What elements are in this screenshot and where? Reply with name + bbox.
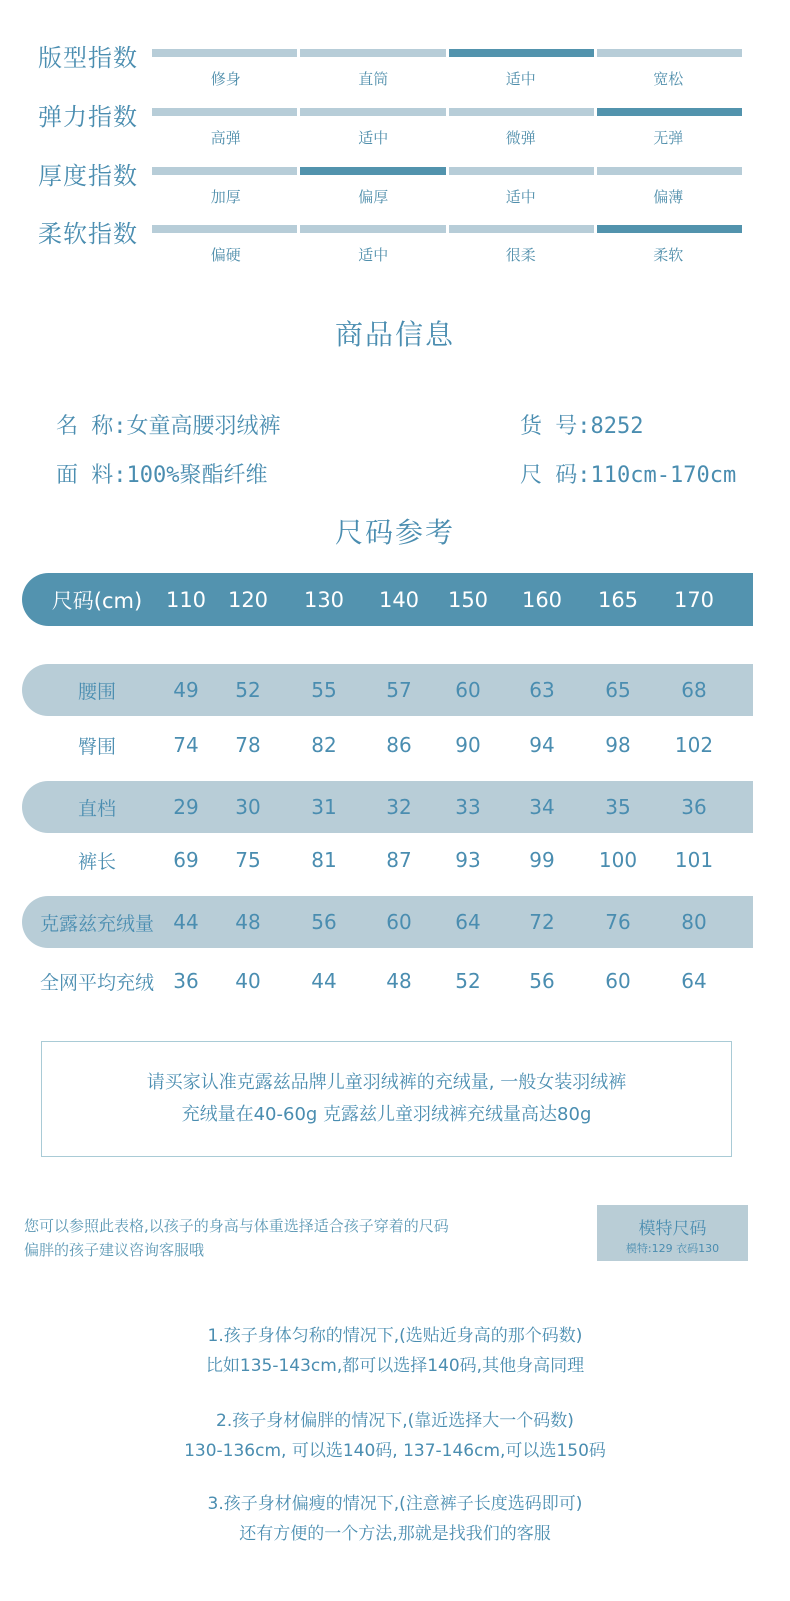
table-cell: 69 xyxy=(173,848,199,872)
table-cell: 93 xyxy=(455,848,481,872)
table-cell: 36 xyxy=(173,969,199,993)
table-cell: 90 xyxy=(455,733,481,757)
thickness-seg-3 xyxy=(449,167,594,175)
row-label-length: 裤长 xyxy=(77,850,116,873)
elasticity-seg-3 xyxy=(449,108,594,116)
table-row xyxy=(22,956,753,1006)
table-cell: 31 xyxy=(311,795,337,819)
product-info-title: 商品信息 xyxy=(334,318,455,351)
elasticity-seg-2 xyxy=(300,108,445,116)
table-cell: 75 xyxy=(235,848,261,872)
elasticity-index-label: 弹力指数 xyxy=(38,103,138,131)
table-cell: 101 xyxy=(674,848,714,872)
thickness-option: 偏薄 xyxy=(653,188,684,206)
thickness-index-bar xyxy=(152,167,742,175)
table-cell: 98 xyxy=(605,733,631,757)
thickness-option: 加厚 xyxy=(210,188,241,206)
softness-seg-2 xyxy=(300,225,445,233)
table-row xyxy=(22,720,753,770)
softness-seg-1 xyxy=(152,225,297,233)
thickness-index-options xyxy=(152,186,742,207)
elasticity-option: 适中 xyxy=(358,129,389,147)
size-header-cell: 130 xyxy=(303,587,345,612)
table-cell: 100 xyxy=(598,848,638,872)
fit-index-label: 版型指数 xyxy=(38,44,138,72)
product-name: 名 称:女童高腰羽绒裤 xyxy=(56,414,281,439)
table-cell: 57 xyxy=(386,678,412,702)
softness-option: 柔软 xyxy=(653,246,684,264)
guide-1-line-2: 比如135-143cm,都可以选择140码,其他身高同理 xyxy=(205,1356,585,1376)
table-cell: 81 xyxy=(311,848,337,872)
table-cell: 78 xyxy=(235,733,261,757)
table-cell: 80 xyxy=(681,910,707,934)
row-label-average-fill: 全网平均充绒 xyxy=(39,971,154,994)
elasticity-option: 无弹 xyxy=(653,129,684,147)
table-cell: 36 xyxy=(681,795,707,819)
table-cell: 32 xyxy=(386,795,412,819)
guide-2-line-1: 2.孩子身材偏胖的情况下,(靠近选择大一个码数) xyxy=(216,1411,574,1431)
size-header-cell: 170 xyxy=(673,587,715,612)
table-cell: 63 xyxy=(529,678,555,702)
table-cell: 40 xyxy=(235,969,261,993)
row-label-rise: 直档 xyxy=(77,797,116,820)
softness-index-options xyxy=(152,244,742,265)
thickness-option: 偏厚 xyxy=(358,188,389,206)
table-cell: 44 xyxy=(173,910,199,934)
tip-line-2: 偏胖的孩子建议咨询客服哦 xyxy=(24,1241,205,1259)
softness-index-label: 柔软指数 xyxy=(38,220,138,248)
elasticity-option: 微弹 xyxy=(505,129,536,147)
fit-seg-4 xyxy=(597,49,742,57)
fit-index-options xyxy=(152,68,742,89)
fill-notice-box xyxy=(41,1041,732,1157)
guide-3-line-2: 还有方便的一个方法,那就是找我们的客服 xyxy=(239,1524,551,1544)
table-cell: 82 xyxy=(311,733,337,757)
size-reference-title: 尺码参考 xyxy=(334,516,455,549)
fit-option: 直筒 xyxy=(358,70,389,88)
table-cell: 76 xyxy=(605,910,631,934)
table-cell: 60 xyxy=(386,910,412,934)
notice-line-2: 充绒量在40-60g 克露兹儿童羽绒裤充绒量高达80g xyxy=(181,1104,592,1125)
table-cell: 49 xyxy=(173,678,199,702)
product-size-range: 尺 码:110cm-170cm xyxy=(520,463,737,488)
guide-2-line-2: 130-136cm, 可以选140码, 137-146cm,可以选150码 xyxy=(184,1441,606,1461)
table-cell: 30 xyxy=(235,795,261,819)
fit-option: 宽松 xyxy=(653,70,684,88)
softness-index-bar xyxy=(152,225,742,233)
size-header-label: 尺码(cm) xyxy=(51,588,143,613)
table-cell: 52 xyxy=(455,969,481,993)
thickness-seg-2 xyxy=(300,167,445,175)
table-cell: 60 xyxy=(455,678,481,702)
table-cell: 35 xyxy=(605,795,631,819)
table-cell: 64 xyxy=(681,969,707,993)
product-item-number: 货 号:8252 xyxy=(520,414,644,439)
table-cell: 55 xyxy=(311,678,337,702)
table-cell: 48 xyxy=(235,910,261,934)
size-header-cell: 140 xyxy=(378,587,420,612)
fit-option: 修身 xyxy=(210,70,241,88)
row-label-waist: 腰围 xyxy=(77,680,116,703)
table-cell: 99 xyxy=(529,848,555,872)
size-header-cell: 165 xyxy=(597,587,639,612)
row-label-brand-fill: 克露兹充绒量 xyxy=(39,912,154,935)
fit-option: 适中 xyxy=(505,70,536,88)
thickness-seg-4 xyxy=(597,167,742,175)
table-row xyxy=(22,664,753,716)
table-cell: 72 xyxy=(529,910,555,934)
softness-option: 偏硬 xyxy=(210,246,241,264)
table-cell: 56 xyxy=(529,969,555,993)
size-header-row xyxy=(22,573,753,626)
fit-seg-1 xyxy=(152,49,297,57)
table-cell: 74 xyxy=(173,733,199,757)
table-cell: 86 xyxy=(386,733,412,757)
table-cell: 64 xyxy=(455,910,481,934)
table-cell: 65 xyxy=(605,678,631,702)
table-cell: 52 xyxy=(235,678,261,702)
guide-3-line-1: 3.孩子身材偏瘦的情况下,(注意裤子长度选码即可) xyxy=(207,1494,583,1514)
table-cell: 33 xyxy=(455,795,481,819)
fit-index-bar xyxy=(152,49,742,57)
softness-seg-3 xyxy=(449,225,594,233)
table-cell: 102 xyxy=(674,733,714,757)
table-row xyxy=(22,896,753,948)
table-cell: 94 xyxy=(529,733,555,757)
elasticity-index-options xyxy=(152,127,742,148)
thickness-index-label: 厚度指数 xyxy=(38,162,138,190)
size-header-cell: 160 xyxy=(521,587,563,612)
elasticity-option: 高弹 xyxy=(210,129,241,147)
table-row xyxy=(22,835,753,885)
elasticity-seg-1 xyxy=(152,108,297,116)
model-size-box xyxy=(597,1205,748,1261)
table-cell: 60 xyxy=(605,969,631,993)
size-header-cell: 120 xyxy=(227,587,269,612)
thickness-option: 适中 xyxy=(505,188,536,206)
elasticity-index-bar xyxy=(152,108,742,116)
softness-seg-4 xyxy=(597,225,742,233)
size-header-cell: 150 xyxy=(447,587,489,612)
table-row xyxy=(22,781,753,833)
table-cell: 87 xyxy=(386,848,412,872)
row-label-hip: 臀围 xyxy=(77,735,116,758)
product-fabric: 面 料:100%聚酯纤维 xyxy=(56,463,268,488)
softness-option: 很柔 xyxy=(505,246,536,264)
tip-line-1: 您可以参照此表格,以孩子的身高与体重选择适合孩子穿着的尺码 xyxy=(24,1217,449,1235)
table-cell: 56 xyxy=(311,910,337,934)
table-cell: 29 xyxy=(173,795,199,819)
table-cell: 68 xyxy=(681,678,707,702)
table-cell: 34 xyxy=(529,795,555,819)
size-header-cell: 110 xyxy=(165,587,207,612)
table-cell: 44 xyxy=(311,969,337,993)
table-cell: 48 xyxy=(386,969,412,993)
thickness-seg-1 xyxy=(152,167,297,175)
notice-line-1: 请买家认准克露兹品牌儿童羽绒裤的充绒量, 一般女装羽绒裤 xyxy=(146,1072,627,1093)
fit-seg-3 xyxy=(449,49,594,57)
elasticity-seg-4 xyxy=(597,108,742,116)
softness-option: 适中 xyxy=(358,246,389,264)
fit-seg-2 xyxy=(300,49,445,57)
model-size-title: 模特尺码 xyxy=(638,1219,707,1239)
model-size-detail: 模特:129 衣码130 xyxy=(625,1242,720,1255)
guide-1-line-1: 1.孩子身体匀称的情况下,(选贴近身高的那个码数) xyxy=(207,1326,583,1346)
